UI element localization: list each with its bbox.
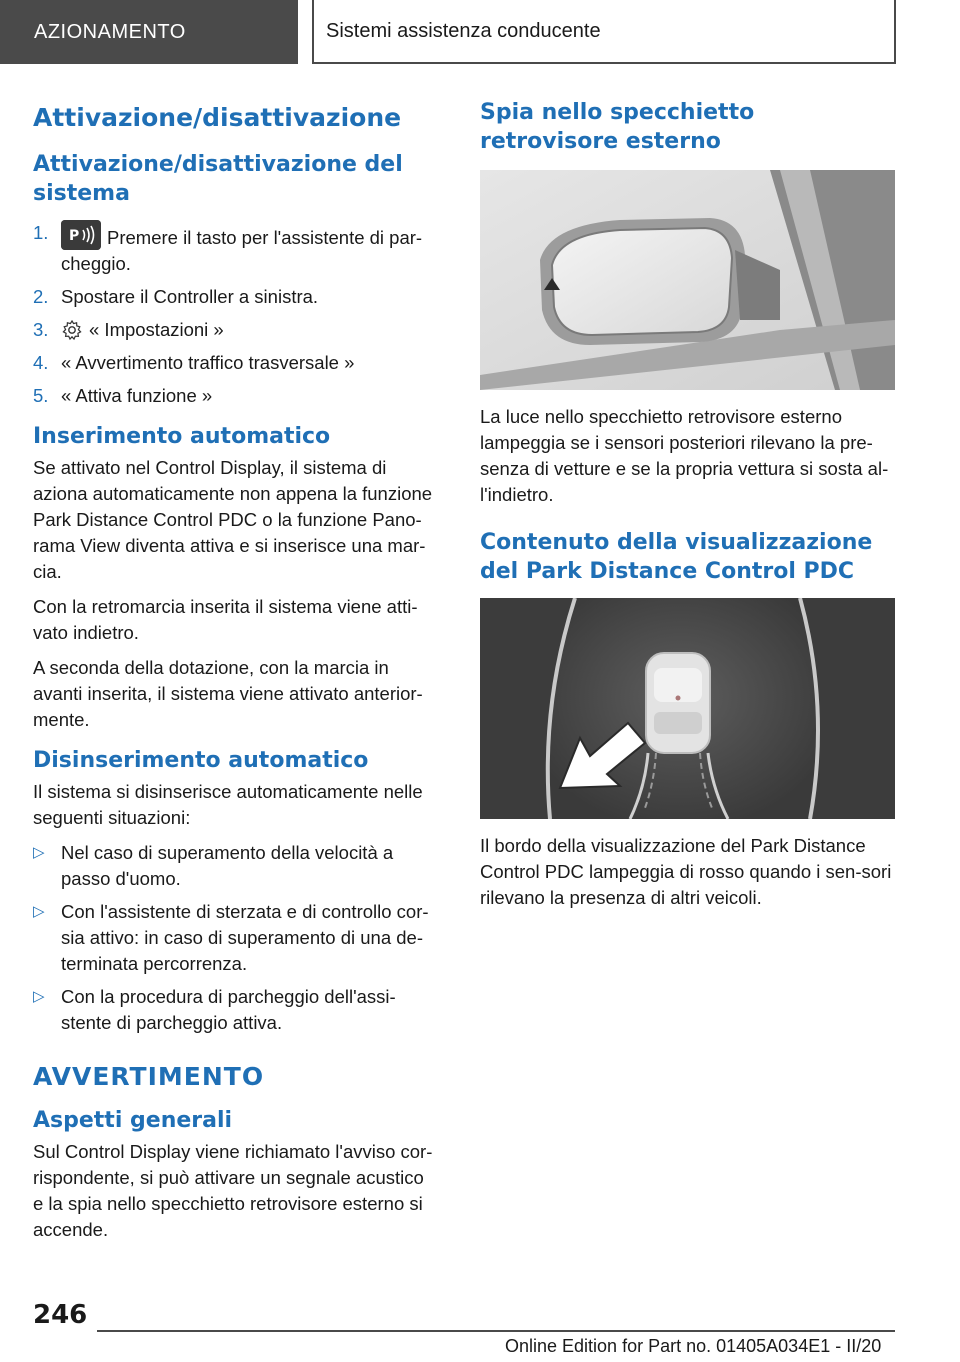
header-chapter-label: Sistemi assistenza conducente (326, 19, 601, 42)
pdc-illustration (480, 598, 895, 819)
auto-on-paragraph: A seconda della dotazione, con la marcia in avanti inserita, il sistema viene attivato anterior-mente. (33, 657, 423, 730)
page-number: 246 (33, 1300, 88, 1330)
step-number: 2. (33, 286, 49, 307)
step-text: Spostare il Controller a sinistra. (61, 286, 319, 307)
bullet-icon: ▷ (33, 844, 45, 861)
list-item (33, 984, 438, 1036)
warning-subheading: Aspetti generali (33, 1108, 233, 1133)
header-section-tab (0, 0, 298, 64)
list-item-text: Con la procedura di parcheggio dell'assi-stente di parcheggio attiva. (61, 986, 396, 1033)
pdc-text: Il bordo della visualizzazione del Park Distance Control PDC lampeggia di rosso quando i sen-sori rilevano la presenza di altri veicoli. (480, 835, 892, 908)
svg-text:P: P (69, 228, 80, 244)
bullet-icon: ▷ (33, 988, 45, 1005)
step-text: « Attiva funzione » (61, 385, 213, 406)
list-item (33, 840, 438, 892)
step-5 (33, 383, 438, 409)
step-1 (33, 220, 438, 277)
mirror-illustration (480, 170, 895, 390)
warning-text: Sul Control Display viene richiamato l'avviso cor-rispondente, si può attivare un segnale acustico e la spia nello specchietto retrovisore esterno si accende. (33, 1141, 433, 1240)
section-title: Attivazione/disattivazione (33, 103, 402, 132)
step-number: 4. (33, 352, 49, 373)
step-text: « Impostazioni » (89, 319, 224, 340)
step-number: 5. (33, 385, 49, 406)
left-column (33, 98, 438, 1252)
header-section-label: AZIONAMENTO (34, 20, 186, 43)
step-2 (33, 284, 438, 310)
header-chapter (312, 0, 896, 64)
step-number: 1. (33, 222, 49, 243)
pdc-figure (480, 598, 895, 819)
list-item (33, 899, 438, 977)
list-item-text: Con l'assistente di sterzata e di controllo cor-sia attivo: in caso di superamento di una de-terminata percorrenza. (61, 901, 429, 974)
bullet-icon: ▷ (33, 903, 45, 920)
step-4 (33, 350, 438, 376)
step-text: « Avvertimento traffico trasversale » (61, 352, 355, 373)
step-number: 3. (33, 319, 49, 340)
section-subtitle: Attivazione/disattivazione del sistema (33, 152, 403, 206)
mirror-heading: Spia nello specchietto retrovisore esterno (480, 100, 755, 154)
warning-heading: AVVERTIMENTO (33, 1062, 265, 1091)
auto-off-list (33, 840, 438, 1036)
step-3 (33, 317, 438, 343)
auto-off-intro: Il sistema si disinserisce automaticamente nelle seguenti situazioni: (33, 781, 423, 828)
right-column (480, 98, 895, 920)
list-item-text: Nel caso di superamento della velocità a passo d'uomo. (61, 842, 394, 889)
park-assist-key-icon (61, 220, 101, 250)
auto-on-heading: Inserimento automatico (33, 424, 331, 449)
auto-on-paragraph: Se attivato nel Control Display, il sistema di aziona automaticamente non appena la funzione Park Distance Control PDC o la funzione Pano-rama View diventa attiva e si inserisce una mar-cia. (33, 457, 433, 582)
gear-icon (61, 319, 83, 341)
auto-off-heading: Disinserimento automatico (33, 748, 369, 773)
mirror-text: La luce nello specchietto retrovisore esterno lampeggia se i sensori posteriori rilevano la pre-senza di vetture e se la propria vettura si sosta al-l'indietro. (480, 406, 889, 505)
mirror-figure (480, 170, 895, 390)
footer-divider (97, 1330, 895, 1332)
pdc-heading: Contenuto della visualizzazione del Park Distance Control PDC (480, 530, 873, 584)
footer-edition: Online Edition for Part no. 01405A034E1 - II/20 (505, 1336, 882, 1356)
activation-steps (33, 220, 438, 409)
auto-on-paragraph: Con la retromarcia inserita il sistema viene atti-vato indietro. (33, 596, 418, 643)
step-text: Premere il tasto per l'assistente di par-cheggio. (61, 227, 423, 274)
